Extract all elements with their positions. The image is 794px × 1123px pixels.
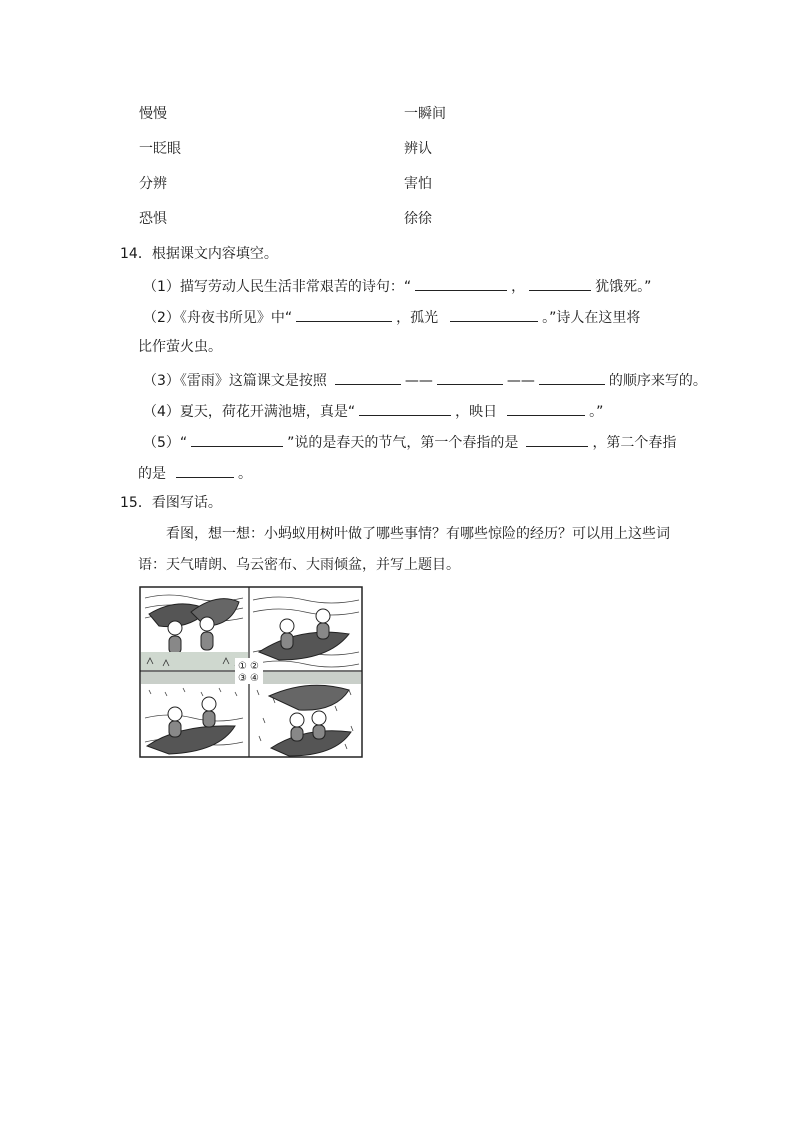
q14-item2-cont: 比作萤火虫。 bbox=[138, 339, 222, 355]
q14-item1-comma: ， bbox=[511, 279, 526, 295]
word-right-2: 辨认 bbox=[404, 141, 432, 157]
q14-item3-dash1: —— bbox=[404, 373, 433, 389]
ant bbox=[312, 711, 326, 725]
panel-label-3: ③ bbox=[238, 673, 247, 684]
answer-blank[interactable] bbox=[450, 307, 538, 322]
answer-blank[interactable] bbox=[176, 463, 234, 478]
q14-item5-cont-prefix: 的是 bbox=[138, 466, 166, 482]
q14-item5-mid: ”说的是春天的节气，第一个春指的是 bbox=[287, 435, 519, 451]
ant bbox=[202, 697, 216, 711]
q14-item2-suffix: 。”诗人在这里将 bbox=[542, 310, 641, 326]
word-left-4: 恐惧 bbox=[139, 211, 167, 227]
ant bbox=[200, 617, 214, 631]
answer-blank[interactable] bbox=[526, 432, 588, 447]
q14-item4 bbox=[143, 401, 603, 421]
ant-leaf-comic bbox=[139, 586, 363, 758]
word-left-1: 慢慢 bbox=[139, 106, 167, 122]
q14-item2-mid: ，孤光 bbox=[396, 310, 439, 326]
word-right-4: 徐徐 bbox=[404, 211, 432, 227]
word-left-3: 分辨 bbox=[139, 176, 167, 192]
q14-heading: 14．根据课文内容填空。 bbox=[120, 246, 278, 262]
q14-item1 bbox=[143, 276, 651, 296]
q14-item4-suffix: 。” bbox=[589, 404, 604, 420]
ant bbox=[316, 609, 330, 623]
ant bbox=[168, 707, 182, 721]
answer-blank[interactable] bbox=[335, 370, 401, 385]
panel-label-1: ① bbox=[238, 661, 247, 672]
q14-item5-cont bbox=[138, 463, 252, 483]
panel-label-2: ② bbox=[250, 661, 259, 672]
q14-item2 bbox=[143, 307, 640, 327]
word-right-3: 害怕 bbox=[404, 176, 432, 192]
q15-prompt-line1: 看图，想一想：小蚂蚁用树叶做了哪些事情？有哪些惊险的经历？可以用上这些词 bbox=[166, 526, 670, 542]
answer-blank[interactable] bbox=[296, 307, 392, 322]
q14-item3-dash2: —— bbox=[506, 373, 535, 389]
q14-item1-prefix: （1）描写劳动人民生活非常艰苦的诗句：“ bbox=[143, 279, 412, 295]
q14-item4-mid: ，映日 bbox=[455, 404, 498, 420]
q14-item5-prefix: （5）“ bbox=[143, 435, 188, 451]
q14-item1-suffix: 犹饿死。” bbox=[595, 279, 652, 295]
ant bbox=[168, 621, 182, 635]
q14-item5-cont-suffix: 。 bbox=[238, 466, 252, 482]
answer-blank[interactable] bbox=[415, 276, 507, 291]
answer-blank[interactable] bbox=[529, 276, 591, 291]
q14-item5 bbox=[143, 432, 676, 452]
q14-item3-prefix: （3）《雷雨》这篇课文是按照 bbox=[143, 373, 327, 389]
answer-blank[interactable] bbox=[359, 401, 451, 416]
word-right-1: 一瞬间 bbox=[404, 106, 446, 122]
panel-label-4: ④ bbox=[250, 673, 259, 684]
answer-blank[interactable] bbox=[507, 401, 585, 416]
ant bbox=[280, 619, 294, 633]
q15-heading: 15．看图写话。 bbox=[120, 495, 222, 511]
answer-blank[interactable] bbox=[539, 370, 605, 385]
q14-item5-suffix: ，第二个春指 bbox=[592, 435, 677, 451]
answer-blank[interactable] bbox=[437, 370, 503, 385]
q14-item2-prefix: （2）《舟夜书所见》中“ bbox=[143, 310, 293, 326]
ant bbox=[290, 713, 304, 727]
q14-item4-prefix: （4）夏天，荷花开满池塘，真是“ bbox=[143, 404, 356, 420]
word-left-2: 一眨眼 bbox=[139, 141, 181, 157]
q14-item3 bbox=[143, 370, 707, 390]
q15-prompt-line2: 语：天气晴朗、乌云密布、大雨倾盆，并写上题目。 bbox=[138, 557, 460, 573]
q14-item3-suffix: 的顺序来写的。 bbox=[608, 373, 707, 389]
answer-blank[interactable] bbox=[191, 432, 283, 447]
